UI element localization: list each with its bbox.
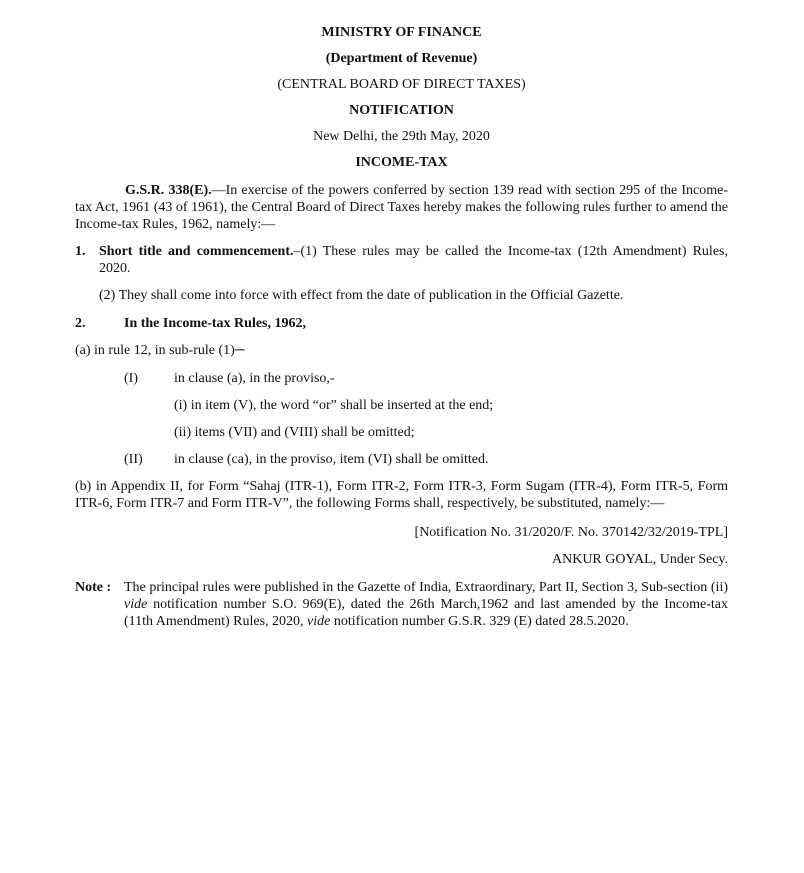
item-text: in clause (ca), in the proviso, item (VI) shall be omitted. xyxy=(174,452,489,467)
intro-text: —In exercise of the powers conferred by section 139 read with section 295 of the Income-tax Act, 1961 (43 of 1961), the Central Board of Direct Taxes hereby makes the following rules further to amend the Income-tax Rules, 1962, namely:— xyxy=(75,183,728,232)
notification-reference: [Notification No. 31/2020/F. No. 370142/32/2019-TPL] xyxy=(414,525,728,540)
rule-2-number: 2. xyxy=(75,316,86,331)
intro-paragraph xyxy=(75,182,728,233)
note xyxy=(75,579,728,630)
note-label: Note : xyxy=(75,580,112,595)
gsr-number: G.S.R. 338(E). xyxy=(125,183,212,198)
note-text xyxy=(124,579,728,630)
rule-1 xyxy=(75,243,728,277)
note-part-2: notification number S.O. 969(E), dated the 26th March,1962 and last amended by the Income-tax (11th Amendment) Rules, 2020, xyxy=(124,597,728,629)
rule-2 xyxy=(75,315,728,332)
list-item xyxy=(75,424,728,441)
signatory: ANKUR GOYAL, Under Secy. xyxy=(551,552,728,567)
notification-heading: NOTIFICATION xyxy=(349,103,454,118)
item-text: (i) in item (V), the word “or” shall be inserted at the end; xyxy=(174,398,494,413)
note-part-1: The principal rules were published in the Gazette of India, Extraordinary, Part II, Section 3, Sub-section (ii) xyxy=(124,580,728,595)
item-text: (ii) items (VII) and (VIII) shall be omitted; xyxy=(174,425,415,440)
note-vide-1: vide xyxy=(124,597,148,612)
subject-heading: INCOME-TAX xyxy=(355,155,448,170)
item-number: (I) xyxy=(124,371,138,386)
notification-document xyxy=(75,24,728,630)
list-item xyxy=(75,451,728,468)
rule-1-sub-2: (2) They shall come into force with effect from the date of publication in the Official Gazette. xyxy=(99,288,624,303)
rule-1-body: –(1) These rules may be called the Income-tax (12th Amendment) Rules, 2020. xyxy=(99,244,728,276)
note-part-3: notification number G.S.R. 329 (E) dated 28.5.2020. xyxy=(330,614,629,629)
list-item xyxy=(75,370,728,387)
rule-1-heading: Short title and commencement. xyxy=(99,244,294,259)
board-subtitle: (CENTRAL BOARD OF DIRECT TAXES) xyxy=(277,77,526,92)
department-subtitle: (Department of Revenue) xyxy=(325,51,478,66)
rule-2-a: (a) in rule 12, in sub-rule (1)─ xyxy=(75,343,245,358)
item-text: in clause (a), in the proviso,- xyxy=(174,371,335,386)
rule-1-text xyxy=(99,243,728,277)
rule-1-number: 1. xyxy=(75,244,86,259)
rule-2-heading: In the Income-tax Rules, 1962, xyxy=(124,316,306,331)
place-date: New Delhi, the 29th May, 2020 xyxy=(313,129,490,144)
note-vide-2: vide xyxy=(307,614,331,629)
ministry-title: MINISTRY OF FINANCE xyxy=(321,25,482,40)
rule-2-b: (b) in Appendix II, for Form “Sahaj (ITR-1), Form ITR-2, Form ITR-3, Form Sugam (ITR-4), Form ITR-5, Form ITR-6, Form ITR-7 and Form ITR-V”, the following Forms shall, respectively, be substituted, namely:— xyxy=(75,479,728,511)
list-item xyxy=(75,397,728,414)
item-number: (II) xyxy=(124,452,143,467)
